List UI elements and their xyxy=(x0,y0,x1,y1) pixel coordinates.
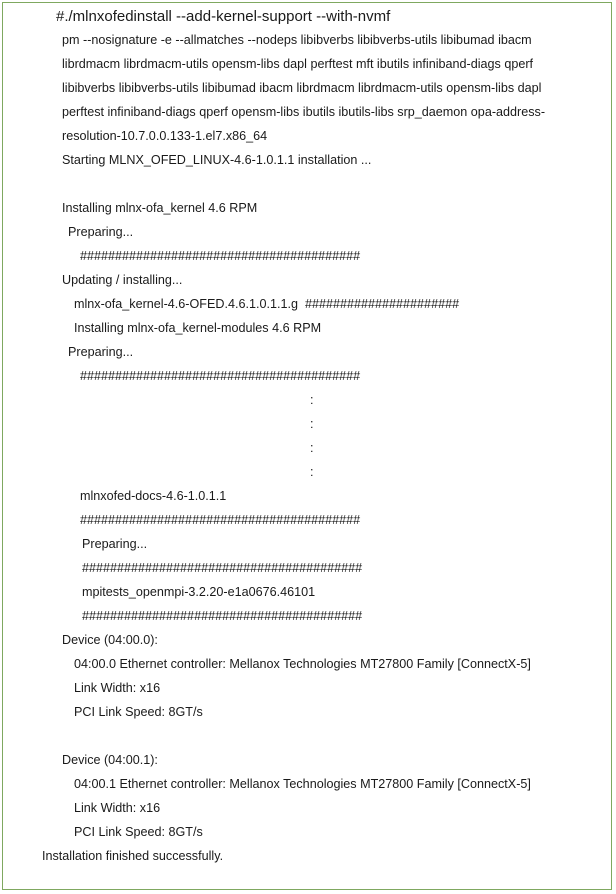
ellipsis-dot: : xyxy=(310,441,314,455)
terminal-output-frame xyxy=(2,2,612,890)
output-line: PCI Link Speed: 8GT/s xyxy=(74,705,203,719)
command-line: #./mlnxofedinstall --add-kernel-support --with-nvmf xyxy=(56,8,391,25)
output-line: librdmacm librdmacm-utils opensm-libs dapl perftest mft ibutils infiniband-diags qperf xyxy=(62,57,534,71)
ellipsis-dot: : xyxy=(310,465,314,479)
device-heading: Device (04:00.0): xyxy=(62,633,158,647)
output-line: Preparing... xyxy=(68,225,134,239)
output-line: Updating / installing... xyxy=(62,273,183,287)
output-line: 04:00.1 Ethernet controller: Mellanox Technologies MT27800 Family [ConnectX-5] xyxy=(74,777,531,791)
output-line: Preparing... xyxy=(68,345,134,359)
output-line: Installing mlnx-ofa_kernel 4.6 RPM xyxy=(62,201,258,215)
output-line: PCI Link Speed: 8GT/s xyxy=(74,825,203,839)
output-line: Installing mlnx-ofa_kernel-modules 4.6 RPM xyxy=(74,321,322,335)
output-line: resolution-10.7.0.0.133-1.el7.x86_64 xyxy=(62,129,268,143)
output-line: mlnx-ofa_kernel-4.6-OFED.4.6.1.0.1.1.g ###################### xyxy=(74,297,460,311)
progress-hashes: ######################################## xyxy=(80,369,361,383)
progress-hashes: ######################################## xyxy=(80,249,361,263)
progress-hashes: ######################################## xyxy=(80,513,361,527)
completion-message: Installation finished successfully. xyxy=(42,849,224,863)
output-line: Starting MLNX_OFED_LINUX-4.6-1.0.1.1 installation ... xyxy=(62,153,372,167)
output-line: libibverbs libibverbs-utils libibumad ibacm librdmacm librdmacm-utils opensm-libs dapl xyxy=(62,81,542,95)
ellipsis-dot: : xyxy=(310,417,314,431)
progress-hashes: ######################################## xyxy=(82,609,363,623)
output-line: Link Width: x16 xyxy=(74,801,161,815)
output-line: pm --nosignature -e --allmatches --nodeps libibverbs libibverbs-utils libibumad ibacm xyxy=(62,33,532,47)
output-line: mlnxofed-docs-4.6-1.0.1.1 xyxy=(80,489,227,503)
device-heading: Device (04:00.1): xyxy=(62,753,158,767)
output-line: mpitests_openmpi-3.2.20-e1a0676.46101 xyxy=(82,585,316,599)
progress-hashes: ######################################## xyxy=(82,561,363,575)
output-line: Link Width: x16 xyxy=(74,681,161,695)
output-line: perftest infiniband-diags qperf opensm-libs ibutils ibutils-libs srp_daemon opa-address- xyxy=(62,105,546,119)
output-line: Preparing... xyxy=(82,537,148,551)
output-line: 04:00.0 Ethernet controller: Mellanox Technologies MT27800 Family [ConnectX-5] xyxy=(74,657,531,671)
ellipsis-dot: : xyxy=(310,393,314,407)
